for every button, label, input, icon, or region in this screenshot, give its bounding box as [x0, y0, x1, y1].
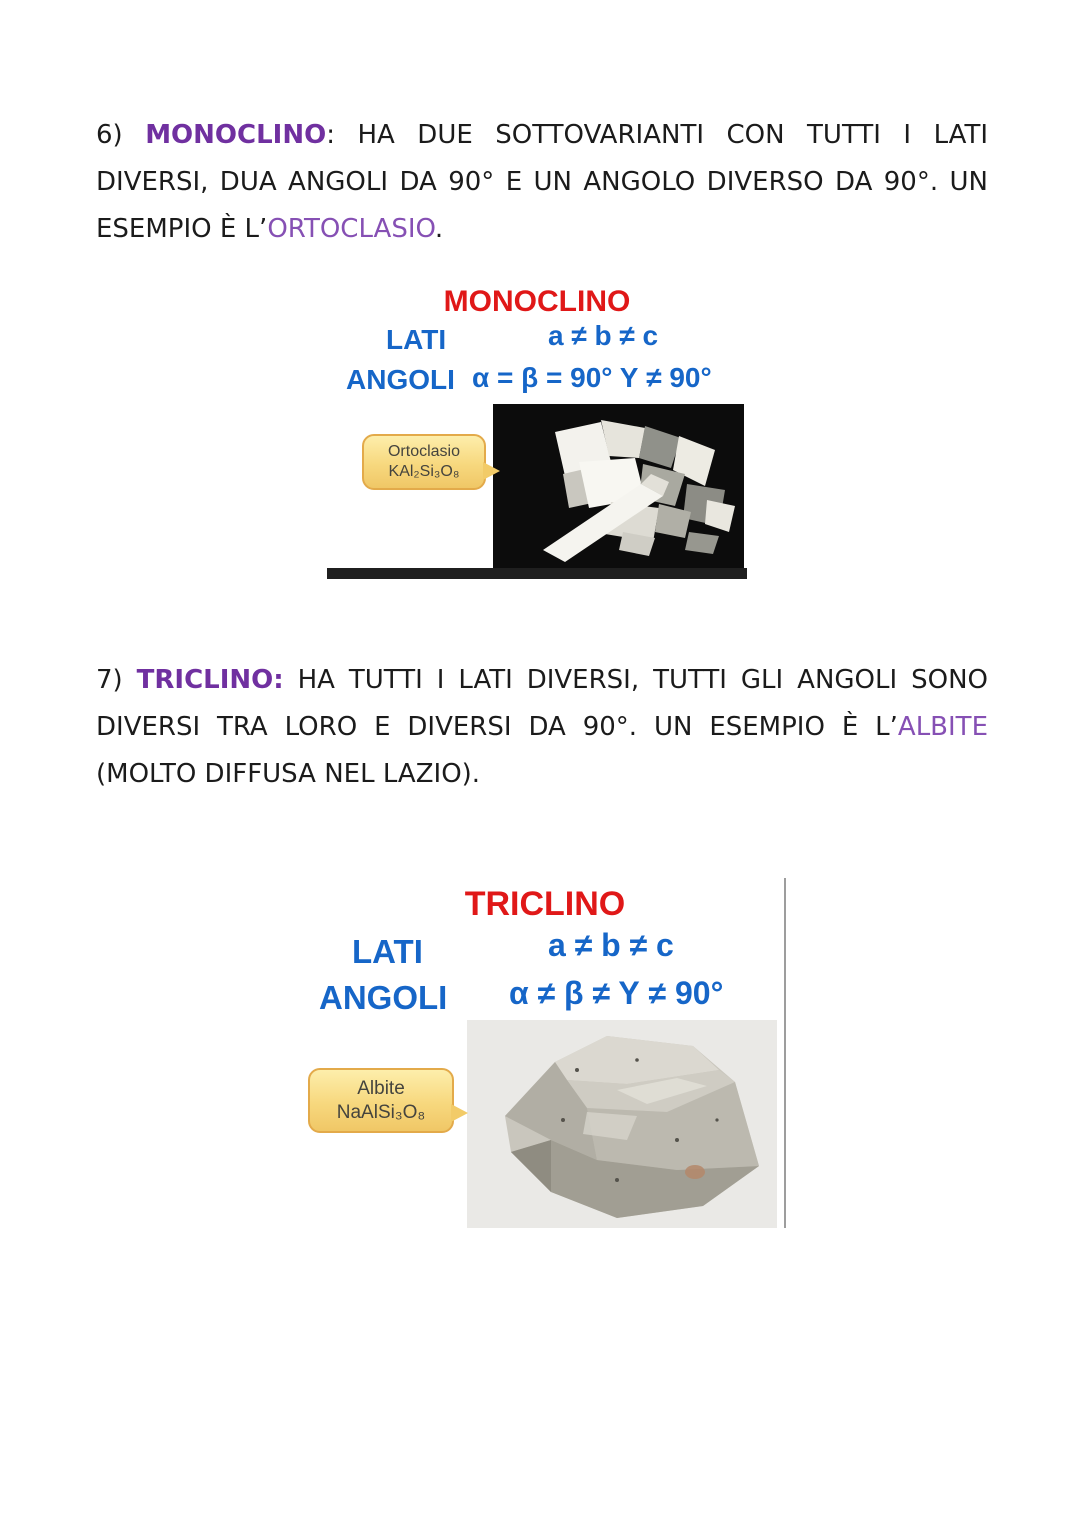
paragraph-text: DIVERSI TRA LORO E DIVERSI DA 90°. UN ESEMPIO È L’	[96, 712, 898, 742]
term-ortoclasio: ORTOCLASIO	[267, 214, 435, 244]
figure-triclino	[300, 884, 790, 1240]
orthoclase-crystals-image	[493, 404, 744, 568]
lati-formula: a ≠ b ≠ c	[548, 927, 674, 963]
callout-mineral-name: Ortoclasio	[387, 443, 461, 460]
paragraph-text: : HA DUE SOTTOVARIANTI CON TUTTI I LATI	[326, 120, 988, 150]
figure-monoclino-title: MONOCLINO	[443, 285, 631, 318]
paragraph-text: ESEMPIO È L’	[96, 214, 268, 244]
paragraph-monoclino-line-1	[96, 112, 988, 159]
lati-formula: a ≠ b ≠ c	[548, 320, 659, 351]
angoli-formula: α ≠ β ≠ Υ ≠ 90°	[509, 975, 724, 1011]
paragraph-triclino-line-1	[96, 657, 988, 704]
paragraph-monoclino-line-2	[96, 159, 988, 206]
paragraph-monoclino-line-3	[96, 206, 988, 253]
paragraph-text: DIVERSI, DUA ANGOLI DA 90° E UN ANGOLO DIVERSO DA 90°. UN	[96, 167, 988, 197]
angoli-formula: α = β = 90° Υ ≠ 90°	[472, 362, 712, 393]
paragraph-text: (MOLTO DIFFUSA NEL LAZIO).	[96, 759, 481, 789]
albite-rock-photo	[467, 1020, 777, 1228]
list-number: 7)	[96, 665, 137, 695]
callout-tail-icon	[483, 462, 500, 480]
angoli-label: ANGOLI	[319, 979, 448, 1016]
callout-mineral-formula: NaAlSi₃O₈	[336, 1101, 426, 1123]
list-number: 6)	[96, 120, 146, 150]
keyword-monoclino: MONOCLINO	[145, 120, 327, 150]
figure-right-border-line	[784, 878, 786, 1228]
paragraph-monoclino	[96, 112, 988, 253]
paragraph-triclino	[96, 657, 988, 798]
paragraph-text: .	[434, 214, 444, 244]
lati-label: LATI	[352, 933, 423, 970]
albite-callout	[308, 1068, 454, 1133]
callout-mineral-formula: KAl₂Si₃O₈	[388, 463, 460, 480]
orthoclase-crystal-photo	[493, 404, 744, 568]
ortoclasio-callout	[362, 434, 486, 490]
keyword-triclino: TRICLINO:	[136, 665, 284, 695]
figure-base-bar	[327, 568, 747, 579]
paragraph-text: HA TUTTI I LATI DIVERSI, TUTTI GLI ANGOLI SONO	[283, 665, 988, 695]
callout-mineral-name: Albite	[357, 1077, 405, 1099]
lati-label: LATI	[386, 324, 447, 355]
albite-rock-image	[467, 1020, 777, 1228]
paragraph-triclino-line-3	[96, 751, 988, 798]
callout-tail-icon	[451, 1104, 468, 1122]
figure-monoclino	[327, 283, 747, 583]
paragraph-triclino-line-2	[96, 704, 988, 751]
term-albite: ALBITE	[897, 712, 988, 742]
angoli-label: ANGOLI	[346, 364, 455, 395]
figure-triclino-title: TRICLINO	[464, 885, 626, 923]
